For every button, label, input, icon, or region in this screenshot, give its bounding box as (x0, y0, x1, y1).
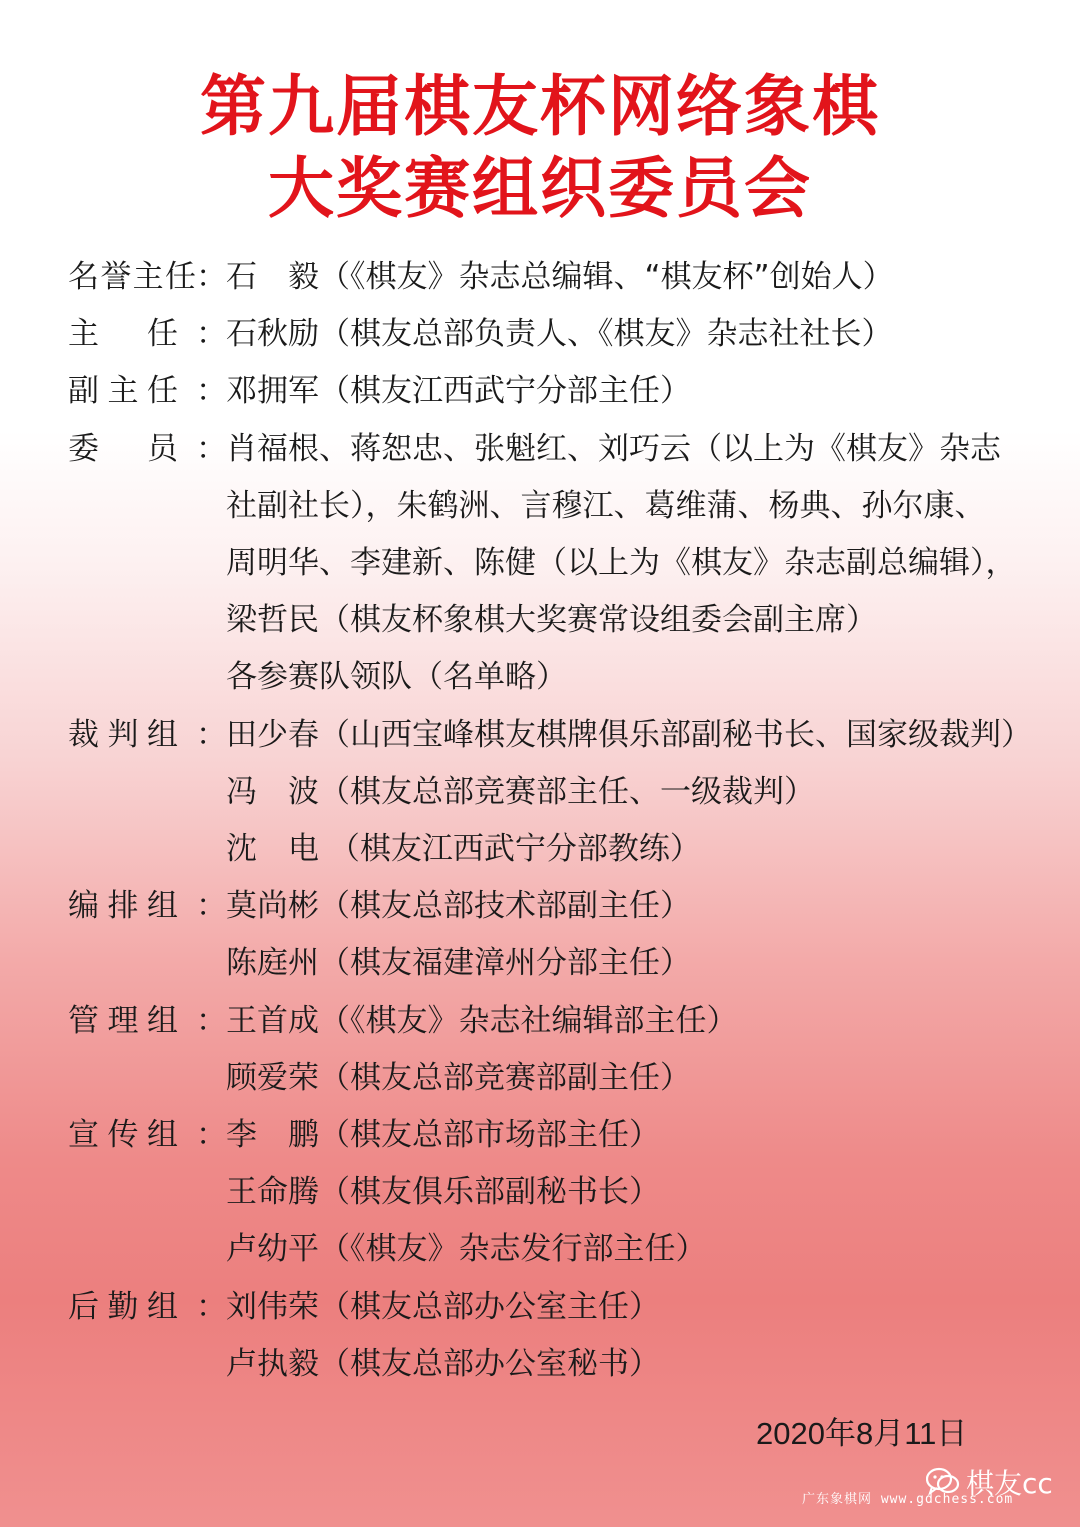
row-label-char: 管 (68, 1003, 99, 1039)
row-label (68, 257, 196, 297)
row-label-char: 判 (107, 717, 139, 753)
row-label (68, 429, 178, 469)
row-colon: ： (196, 431, 227, 467)
row-colon: ： (196, 373, 227, 409)
row-label (68, 371, 178, 411)
row-label-char: 任 (147, 373, 178, 409)
row-label-char: 裁 (68, 717, 99, 753)
row-label-char: 组 (147, 1289, 178, 1325)
date: 2020年8月11日 (756, 1416, 968, 1451)
row-label-char: 任 (164, 259, 196, 295)
row-text-line: 各参赛队领队（名单略） (226, 659, 567, 695)
row-text-line: 王首成（《棋友》杂志社编辑部主任） (226, 1003, 738, 1039)
row-label-char: 编 (68, 888, 99, 924)
row-label-char: 勤 (107, 1289, 139, 1325)
row-label-char: 名 (68, 259, 99, 295)
row-text-line: 王命腾（棋友俱乐部副秘书长） (226, 1174, 660, 1210)
row-label-char: 员 (147, 431, 178, 467)
page-title-line-2: 大奖赛组织委员会 (268, 150, 812, 227)
row-label-char: 宣 (68, 1117, 99, 1153)
row-label-char: 传 (107, 1117, 139, 1153)
row-label (68, 886, 178, 926)
row-colon: ： (196, 259, 227, 295)
row-colon: ： (196, 1117, 227, 1153)
row-text-line: 刘伟荣（棋友总部办公室主任） (226, 1289, 660, 1325)
footer-site-text: 广东象棋网 www.gdchess.com (802, 1492, 1014, 1507)
row-text-line: 邓拥军（棋友江西武宁分部主任） (226, 373, 691, 409)
row-label-char: 主 (107, 373, 139, 409)
row-text-line: 冯 波（棋友总部竞赛部主任、一级裁判） (226, 774, 815, 810)
row-label-char: 后 (68, 1289, 99, 1325)
page-title-line-1: 第九届棋友杯网络象棋 (200, 68, 880, 145)
row-text-line: 沈 电 （棋友江西武宁分部教练） (226, 831, 701, 867)
row-label (68, 1115, 178, 1155)
row-label-char: 委 (68, 431, 99, 467)
row-label-char: 誉 (100, 259, 132, 295)
row-label-char: 组 (147, 1117, 178, 1153)
row-label-char: 理 (107, 1003, 139, 1039)
watermark-text: 棋友cc (966, 1467, 1053, 1500)
row-text-line: 社副社长），朱鹤洲、言穆江、葛维蒲、杨典、孙尔康、 (226, 488, 986, 524)
row-colon: ： (196, 1003, 227, 1039)
row-text-line: 莫尚彬（棋友总部技术部副主任） (226, 888, 691, 924)
row-label (68, 1287, 178, 1327)
row-label-char: 主 (68, 316, 99, 352)
row-text-line: 顾爱荣（棋友总部竞赛部副主任） (226, 1060, 691, 1096)
row-colon: ： (196, 717, 227, 753)
row-text-line: 田少春（山西宝峰棋友棋牌俱乐部副秘书长、国家级裁判） (226, 717, 1032, 753)
row-label-char: 副 (68, 373, 99, 409)
row-label-char: 组 (147, 717, 178, 753)
row-colon: ： (196, 888, 227, 924)
row-colon: ： (196, 316, 227, 352)
row-label-char: 组 (147, 1003, 178, 1039)
row-text-line: 梁哲民（棋友杯象棋大奖赛常设组委会副主席） (226, 602, 877, 638)
row-label-char: 排 (107, 888, 139, 924)
row-label-char: 组 (147, 888, 178, 924)
row-label (68, 1001, 178, 1041)
row-text-line: 陈庭州（棋友福建漳州分部主任） (226, 945, 691, 981)
row-text-line: 石秋励（棋友总部负责人、《棋友》杂志社社长） (226, 316, 893, 352)
row-text-line: 石 毅（《棋友》杂志总编辑、“棋友杯”创始人） (226, 259, 894, 295)
row-text-line: 李 鹏（棋友总部市场部主任） (226, 1117, 660, 1153)
row-colon: ： (196, 1289, 227, 1325)
row-text-line: 卢幼平（《棋友》杂志发行部主任） (226, 1231, 707, 1267)
row-text-line: 卢执毅（棋友总部办公室秘书） (226, 1346, 660, 1382)
row-label (68, 715, 178, 755)
row-text-line: 周明华、李建新、陈健（以上为《棋友》杂志副总编辑）， (226, 545, 1017, 581)
row-label (68, 314, 178, 354)
row-text-line: 肖福根、蒋恕忠、张魁红、刘巧云（以上为《棋友》杂志 (226, 431, 1001, 467)
row-label-char: 主 (132, 259, 164, 295)
row-label-char: 任 (147, 316, 178, 352)
